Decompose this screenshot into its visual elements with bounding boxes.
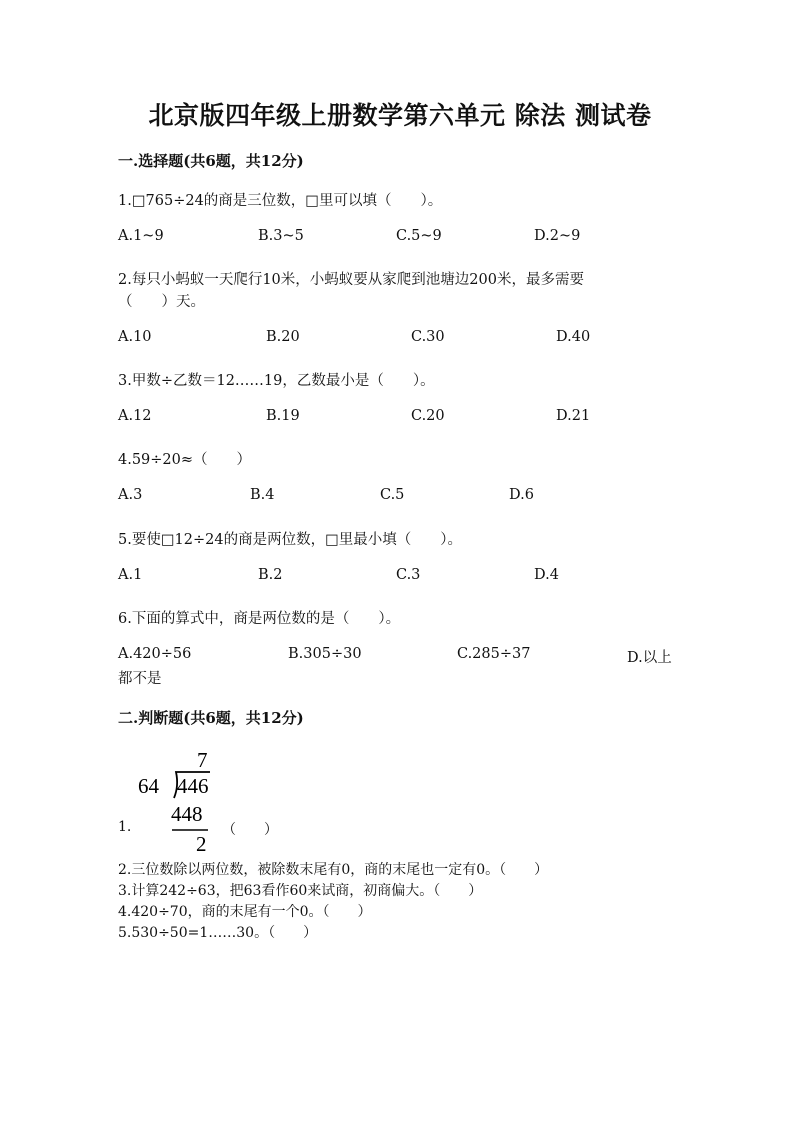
option-2c: C.30 bbox=[411, 329, 445, 345]
option-6d-continued: 都不是 bbox=[118, 671, 162, 687]
option-6c: C.285÷37 bbox=[457, 646, 531, 662]
division-divisor: 64 bbox=[138, 774, 159, 798]
option-6d: D.以上 bbox=[627, 650, 672, 666]
option-4a: A.3 bbox=[118, 487, 143, 503]
option-5b: B.2 bbox=[258, 567, 283, 583]
division-quotient: 7 bbox=[197, 748, 208, 772]
option-3c: C.20 bbox=[411, 408, 445, 424]
section-heading-judge: 二.判断题(共6题，共12分) bbox=[118, 709, 304, 727]
option-3b: B.19 bbox=[266, 408, 300, 424]
judge-item-4: 4.420÷70，商的末尾有一个0。（ ） bbox=[118, 904, 372, 920]
option-3d: D.21 bbox=[556, 408, 591, 424]
question-5: 5.要使□12÷24的商是两位数，□里最小填（ ）。 bbox=[118, 532, 463, 548]
question-2-line1: 2.每只小蚂蚁一天爬行10米，小蚂蚁要从家爬到池塘边200米，最多需要 bbox=[118, 272, 584, 288]
option-5d: D.4 bbox=[534, 567, 559, 583]
page-title: 北京版四年级上册数学第六单元 除法 测试卷 bbox=[148, 101, 652, 130]
judge-item-3: 3.计算242÷63，把63看作60来试商，初商偏大。（ ） bbox=[118, 883, 483, 899]
option-2a: A.10 bbox=[118, 329, 152, 345]
judge-item-2: 2.三位数除以两位数，被除数末尾有0，商的末尾也一定有0。（ ） bbox=[118, 862, 549, 878]
option-3a: A.12 bbox=[118, 408, 152, 424]
question-2-line2: （ ）天。 bbox=[118, 294, 205, 310]
option-1d: D.2~9 bbox=[534, 228, 581, 244]
option-4c: C.5 bbox=[380, 487, 405, 503]
judge-item-1-blank: （ ） bbox=[222, 822, 278, 838]
division-product: 448 bbox=[171, 802, 203, 826]
division-dividend: 446 bbox=[177, 774, 209, 798]
judge-item-1-number: 1. bbox=[118, 819, 132, 835]
option-1c: C.5~9 bbox=[396, 228, 442, 244]
division-remainder: 2 bbox=[196, 832, 207, 856]
option-6b: B.305÷30 bbox=[288, 646, 362, 662]
question-6: 6.下面的算式中，商是两位数的是（ ）。 bbox=[118, 611, 401, 627]
question-4: 4.59÷20≈（ ） bbox=[118, 452, 252, 468]
option-5c: C.3 bbox=[396, 567, 421, 583]
long-division-figure bbox=[138, 748, 228, 862]
option-5a: A.1 bbox=[118, 567, 143, 583]
section-heading-choice: 一.选择题(共6题，共12分) bbox=[118, 152, 304, 170]
option-6a: A.420÷56 bbox=[118, 646, 192, 662]
option-4d: D.6 bbox=[509, 487, 534, 503]
option-2d: D.40 bbox=[556, 329, 591, 345]
option-2b: B.20 bbox=[266, 329, 300, 345]
judge-item-5: 5.530÷50=1……30。（ ） bbox=[118, 925, 318, 941]
option-1a: A.1~9 bbox=[118, 228, 164, 244]
option-4b: B.4 bbox=[250, 487, 275, 503]
option-1b: B.3~5 bbox=[258, 228, 304, 244]
question-3: 3.甲数÷乙数＝12……19，乙数最小是（ ）。 bbox=[118, 373, 435, 389]
question-1: 1.□765÷24的商是三位数，□里可以填（ ）。 bbox=[118, 193, 443, 209]
